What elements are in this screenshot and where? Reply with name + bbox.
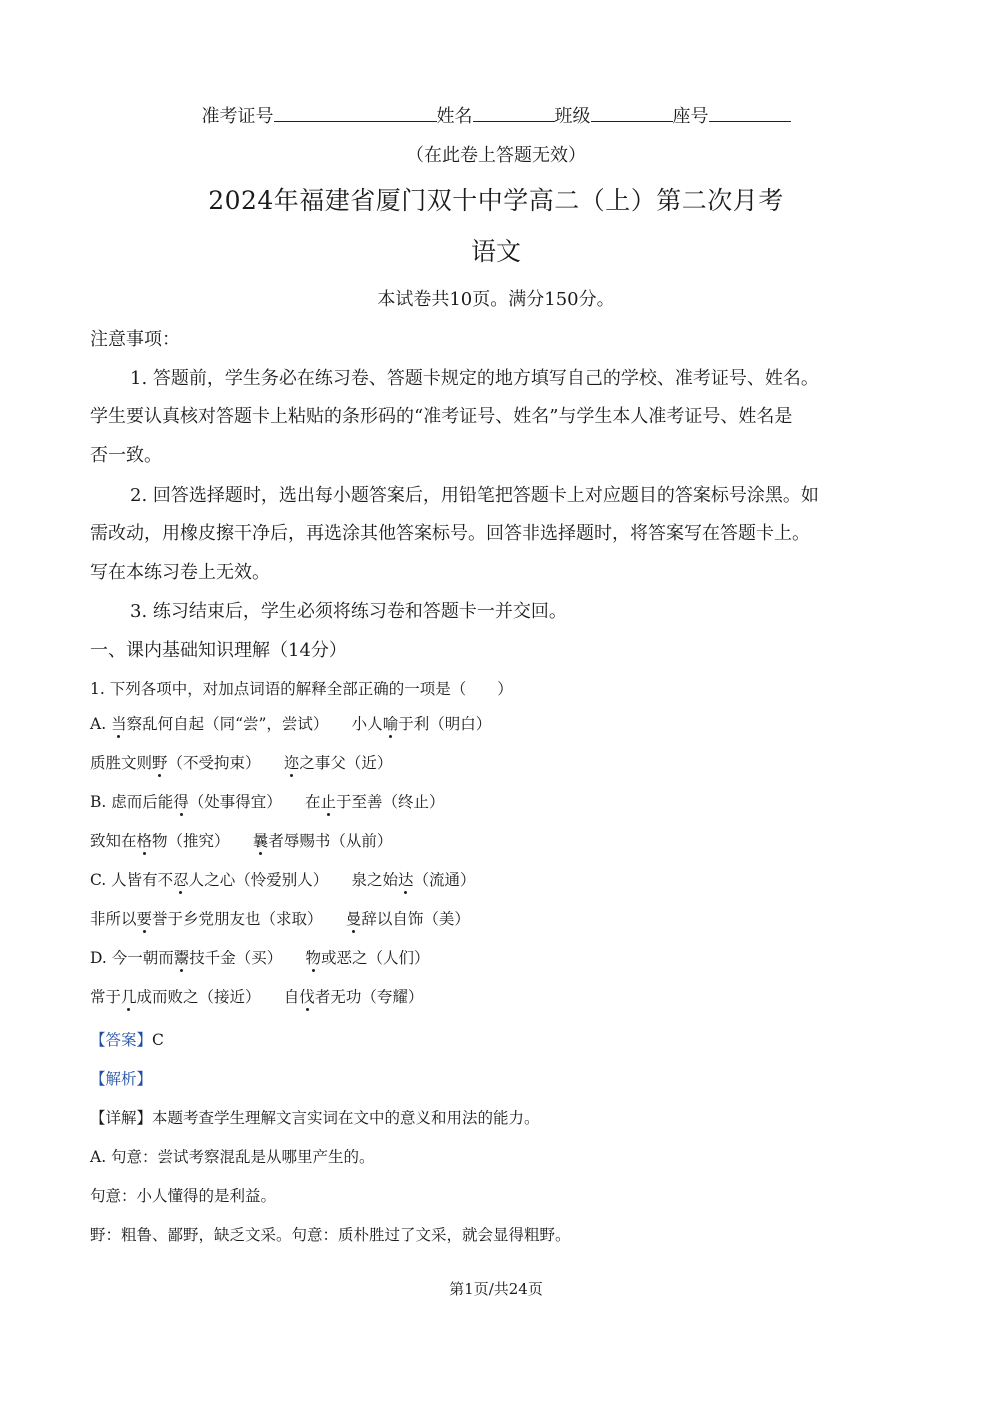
- dotted-word: 曼: [345, 910, 362, 928]
- invalid-notice: （在此卷上答题无效）: [406, 145, 586, 166]
- explanation-line-1: A. 句意：尝试考察混乱是从哪里产生的。: [90, 1148, 375, 1166]
- text: 质胜文则: [90, 754, 153, 772]
- name-label: 姓名: [436, 106, 473, 127]
- answer-label: 【答案】: [90, 1031, 153, 1049]
- explanation-line-3: 野：粗鲁、鄙野，缺乏文采。句意：质朴胜过了文采，就会显得粗野。: [90, 1226, 571, 1244]
- text: 物（推究）: [152, 832, 253, 850]
- seat-label: 座号: [672, 106, 709, 127]
- note-2-line-3: 写在本练习卷上无效。: [90, 562, 270, 583]
- class-label: 班级: [554, 106, 591, 127]
- detail-label: 【详解】: [90, 1109, 153, 1127]
- option-c-line-2: [90, 907, 470, 929]
- text: 技千金（买）: [189, 949, 306, 967]
- note-2-line-1: 2. 回答选择题时，选出每小题答案后，用铅笔把答题卡上对应题目的答案标号涂黑。如: [130, 485, 819, 506]
- text: 者无功（夸耀）: [314, 988, 424, 1006]
- answer-value: C: [152, 1031, 164, 1049]
- text: 誉于乡党朋友也（求取）: [152, 910, 346, 928]
- dotted-word: 喻: [382, 715, 399, 733]
- explanation-line-2: 句意：小人懂得的是利益。: [90, 1187, 277, 1205]
- text: A.: [90, 715, 112, 733]
- text: D. 今一朝而: [90, 949, 174, 967]
- text: 之心（怜爱别人） 泉之始: [204, 871, 398, 889]
- exam-id-label: 准考证号: [201, 106, 274, 127]
- note-1-line-1: 1. 答题前，学生务必在练习卷、答题卡规定的地方填写自己的学校、准考证号、姓名。: [130, 368, 819, 389]
- note-3-line-1: 3. 练习结束后，学生必须将练习卷和答题卡一并交回。: [130, 601, 567, 622]
- exam-title: 2024年福建省厦门双十中学高二（上）第二次月考: [208, 186, 784, 215]
- dotted-word: 要: [136, 910, 153, 928]
- analysis-label: 【解析】: [90, 1070, 153, 1088]
- text: 察乱何自起（同“尝”，尝试） 小人: [126, 715, 383, 733]
- text: 常于: [90, 988, 122, 1006]
- text: 于至善（终止）: [336, 793, 445, 811]
- notes-heading: 注意事项：: [90, 329, 180, 350]
- option-a-line-2: [90, 751, 392, 773]
- dotted-word: 物: [305, 949, 322, 967]
- name-blank: [473, 103, 555, 122]
- dotted-word: 不忍人: [157, 871, 205, 889]
- exam-intro: 本试卷共10页。满分150分。: [377, 289, 615, 310]
- section-1-heading: 一、课内基础知识理解（14分）: [90, 640, 347, 661]
- dotted-word: 几: [121, 988, 137, 1006]
- dotted-word: 格: [136, 832, 153, 850]
- option-b-line-1: [90, 790, 445, 812]
- text: 于利（明白）: [398, 715, 492, 733]
- seat-blank: [709, 103, 791, 122]
- text: 成而败之（接近） 自: [136, 988, 300, 1006]
- answer-line: [90, 1028, 164, 1050]
- option-d-line-2: [90, 985, 423, 1007]
- text: 之事父（近）: [299, 754, 393, 772]
- text: 辞以自饰（美）: [361, 910, 470, 928]
- subject-title: 语文: [470, 237, 521, 266]
- text: B. 虑而后能: [90, 793, 174, 811]
- dotted-word: 曩: [252, 832, 269, 850]
- text: 致知在: [90, 832, 137, 850]
- exam-header-fields: [0, 102, 992, 128]
- text: 或恶之（人们）: [321, 949, 430, 967]
- dotted-word: 达: [397, 871, 414, 889]
- text: （处事得宜） 在: [188, 793, 321, 811]
- option-b-line-2: [90, 829, 392, 851]
- dotted-word: 伐: [299, 988, 315, 1006]
- exam-id-blank: [274, 103, 437, 122]
- note-2-line-2: 需改动，用橡皮擦干净后，再选涂其他答案标号。回答非选择题时，将答案写在答题卡上。: [90, 523, 810, 544]
- option-d-line-1: [90, 946, 430, 968]
- option-a-line-1: [90, 712, 491, 734]
- detail-text: 本题考查学生理解文言实词在文中的意义和用法的能力。: [152, 1109, 540, 1127]
- text: 者辱赐书（从前）: [268, 832, 393, 850]
- text: （流通）: [413, 871, 476, 889]
- detail-line: [90, 1106, 540, 1128]
- dotted-word: 止: [320, 793, 337, 811]
- text: 非所以: [90, 910, 137, 928]
- note-1-line-2: 学生要认真核对答题卡上粘贴的条形码的“准考证号、姓名”与学生本人准考证号、姓名是: [90, 406, 793, 427]
- class-blank: [591, 103, 673, 122]
- text: C. 人皆有: [90, 871, 158, 889]
- dotted-word: 当: [111, 715, 127, 733]
- question-1-stem: 1. 下列各项中，对加点词语的解释全部正确的一项是（ ）: [90, 680, 513, 698]
- dotted-word: 野: [152, 754, 168, 772]
- note-1-line-3: 否一致。: [90, 445, 162, 466]
- dotted-word: 得: [173, 793, 189, 811]
- text: （不受拘束）: [167, 754, 284, 772]
- option-c-line-1: [90, 868, 475, 890]
- dotted-word: 鬻: [173, 949, 190, 967]
- page-footer: 第1页/共24页: [449, 1280, 543, 1298]
- dotted-word: 迩: [283, 754, 300, 772]
